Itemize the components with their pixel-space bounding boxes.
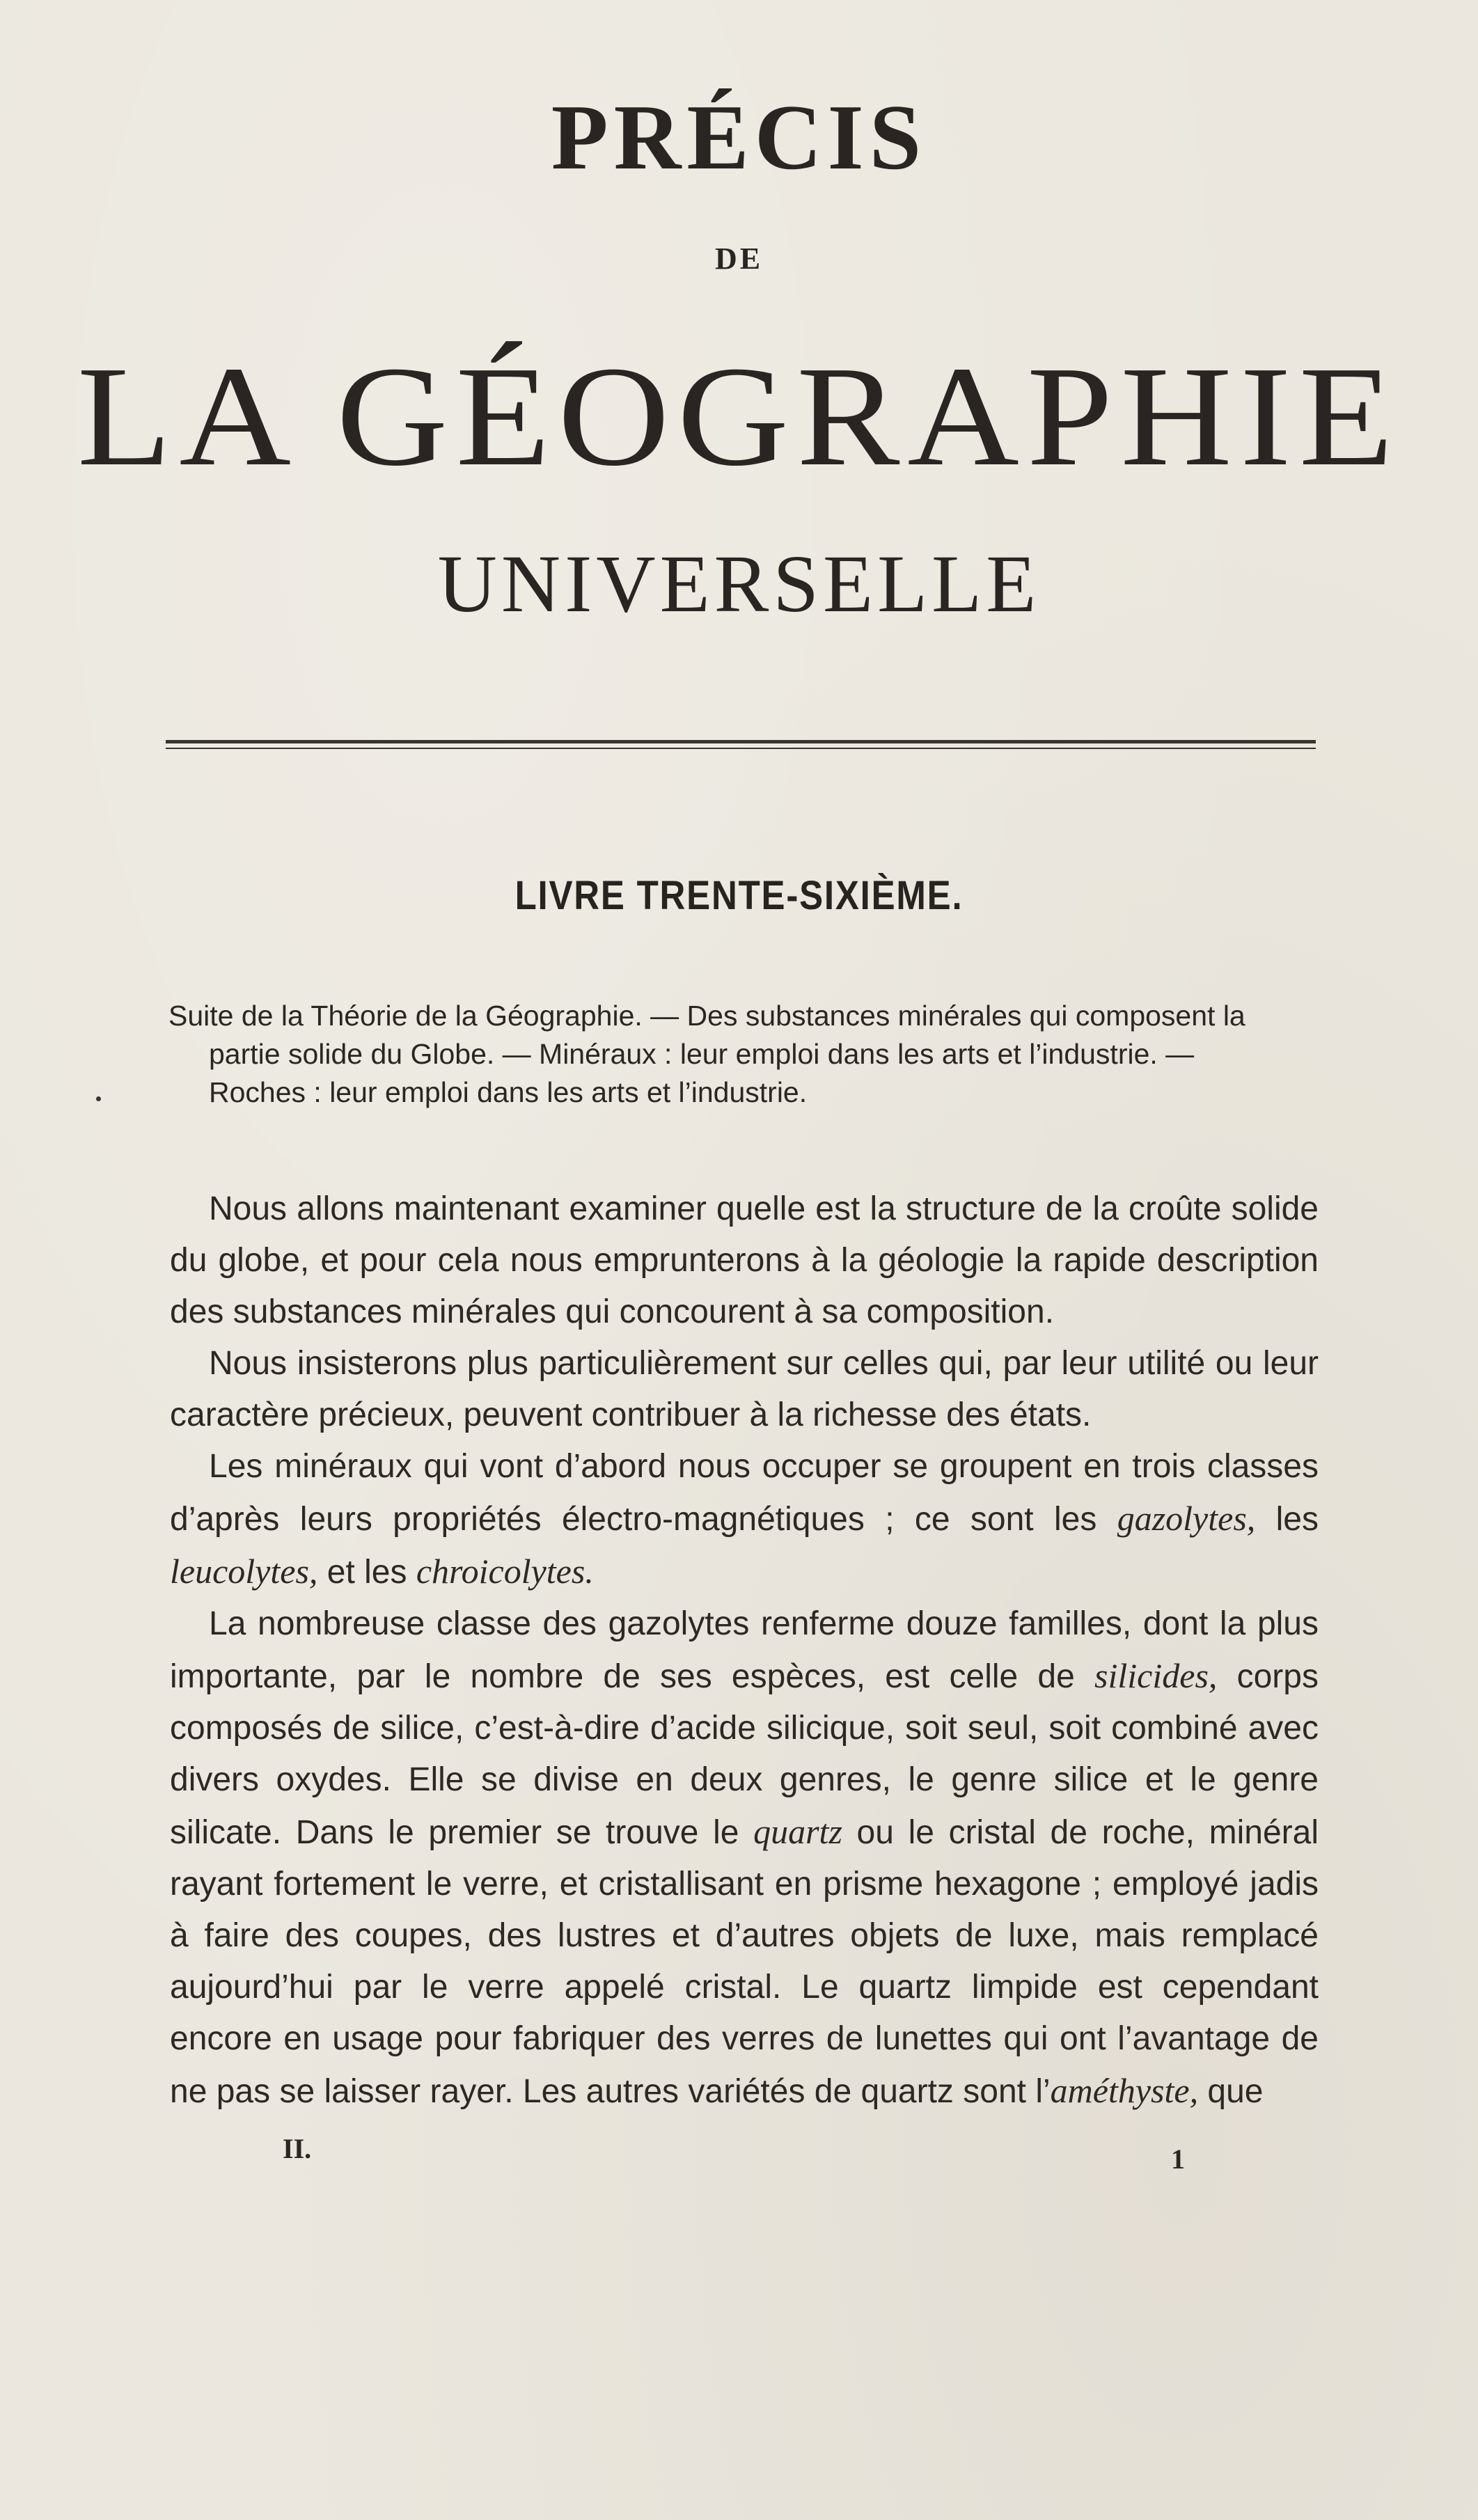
text-run: ou le cristal de roche, minéral rayant fortement le verre, et cristallisant en prisme hexagone ; employé jadis à faire des coupes, des lustres et d’autres objets de luxe, mais remplacé aujourd’hui par le verre appelé cristal. Le quartz limpide est cependant encore en usage pour fabriquer des verres de lunettes qui ont l’avantage de ne pas se laisser rayer. Les autres variétés de quartz sont l’ (170, 1814, 1319, 2110)
text-run: et les (317, 1554, 416, 1591)
paper-speck (96, 1096, 101, 1101)
body-text (170, 1183, 1319, 2118)
term-quartz: quartz (753, 1812, 842, 1851)
title-de: DE (714, 242, 764, 276)
term-leucolytes: leucolytes, (170, 1552, 318, 1591)
book-heading: LIVRE TRENTE-SIXIÈME. (514, 873, 964, 918)
term-silicides: silicides, (1094, 1656, 1218, 1695)
paragraph (170, 1598, 1319, 2118)
summary-line: Suite de la Théorie de la Géographie. — Des substances minérales qui composent la (168, 1000, 1245, 1032)
title-rule-thin (166, 748, 1316, 749)
title-precis: PRÉCIS (551, 86, 927, 189)
chapter-summary (168, 997, 1330, 1112)
text-run: les (1255, 1501, 1319, 1538)
term-amethyste: améthyste, (1050, 2071, 1199, 2110)
text-run: La nombreuse classe des gazolytes renferme douze familles, dont la plus importante, par le nombre de ses espèces, est celle de (170, 1605, 1319, 1695)
term-chroicolytes: chroicolytes. (416, 1552, 594, 1591)
summary-line: partie solide du Globe. — Minéraux : leur emploi dans les arts et l’industrie. — (209, 1038, 1195, 1070)
title-universelle: UNIVERSELLE (437, 538, 1041, 629)
text-run: corps composés de silice, c’est-à-dire d’acide silicique, soit seul, soit combiné avec divers oxydes. Elle se divise en deux genres, le genre silice et le genre silicate. Dans le premier se trouve le (170, 1658, 1319, 1851)
text-run: que (1198, 2073, 1264, 2110)
volume-folio: II. (283, 2133, 312, 2164)
paragraph: Nous allons maintenant examiner quelle est la structure de la croûte solide du globe, et pour cela nous emprunterons à la géologie la rapide description des substances minérales qui concourent à sa composition. (170, 1190, 1319, 1330)
summary-line: Roches : leur emploi dans les arts et l’industrie. (209, 1076, 808, 1108)
text-run: Les minéraux qui vont d’abord nous occuper se groupent en trois classes d’après leurs propriétés électro-magnétiques ; ce sont les (170, 1448, 1319, 1538)
title-la-geographie: LA GÉOGRAPHIE (77, 336, 1401, 496)
signature-mark: 1 (1171, 2143, 1185, 2175)
paragraph (170, 1441, 1319, 1598)
title-rule-thick (166, 740, 1316, 743)
term-gazolytes: gazolytes, (1117, 1499, 1256, 1538)
paragraph: Nous insisterons plus particulièrement sur celles qui, par leur utilité ou leur caractère précieux, peuvent contribuer à la richesse des états. (170, 1345, 1319, 1433)
